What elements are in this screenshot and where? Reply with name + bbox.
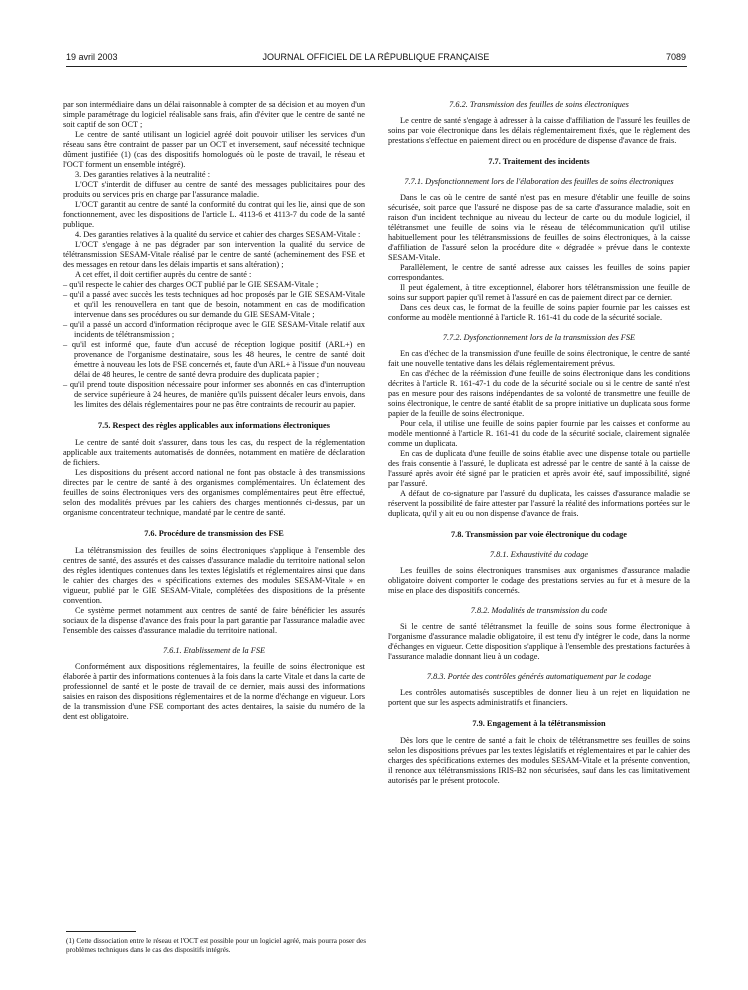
subsection-heading-7-6-1: 7.6.1. Etablissement de la FSE bbox=[162, 646, 266, 655]
paragraph: Dans le cas où le centre de santé n'est pas en mesure d'établir une feuille de soins sécurisée, soit parce que l'assuré ne dispose pas de sa carte d'assurance maladie, soit en raison d'un incident technique au niveau du lecteur de carte ou du module logiciel, il télétransmet une feuille de soins via le réseau de télécommunication qu'il utilise habituellement pour les télétransmissions de feuilles de soins électroniques, à la caisse d'affiliation de l'assuré selon la procédure dite « dégradée » prévue dans le contexte SESAM-Vitale. bbox=[388, 193, 690, 262]
footnote: (1) Cette dissociation entre le réseau et l'OCT est possible pour un logiciel agréé, mais pourra poser des problèmes techniques dans le cas des dispositifs intégrés. bbox=[66, 937, 366, 954]
section-heading-7-7: 7.7. Traitement des incidents bbox=[488, 157, 590, 166]
list-item: – qu'il prend toute disposition nécessaire pour informer ses abonnés en cas d'interruption de service supérieure à 24 heures, de manière qu'ils puissent décaler leurs envois, dans les limites des délais réglementaires pour ne pas être contraints de recourir au papier. bbox=[63, 380, 365, 409]
paragraph: A cet effet, il doit certifier auprès du centre de santé : bbox=[75, 270, 252, 279]
paragraph: L'OCT garantit au centre de santé la conformité du contrat qui les lie, ainsi que de son fonctionnement, avec les dispositions de l'article L. 4113-6 et 4113-7 du code de la santé publique. bbox=[63, 200, 365, 229]
paragraph: En cas d'échec de la réémission d'une feuille de soins électronique dans les conditions décrites à l'article R. 161-47-1 du code de la sécurité sociale ou si le centre de santé n'est pas en mesure pour des raisons indépendantes de sa volonté de transmettre une feuille de soins électronique, le centre de santé établit de sa propre initiative un duplicata sous forme papier de la feuille de soins électronique. bbox=[388, 369, 690, 418]
subsection-heading-7-8-1: 7.8.1. Exhaustivité du codage bbox=[489, 550, 589, 559]
paragraph: La télétransmission des feuilles de soins électroniques s'applique à l'ensemble des centres de santé, des assurés et des caisses d'assurance maladie du territoire national selon des règles identiques contenues dans les textes législatifs et réglementaires ainsi que dans le cahier des charges des « spécifications externes des modules SESAM-Vitale » en vigueur, publié par le GIE SESAM-Vitale, complétées des dispositions de la présente convention. bbox=[63, 546, 365, 605]
page-header bbox=[66, 52, 686, 66]
issue-date: 19 avril 2003 bbox=[66, 52, 118, 62]
paragraph: 3. Des garanties relatives à la neutralité : bbox=[75, 170, 210, 179]
paragraph: En cas d'échec de la transmission d'une feuille de soins électronique, le centre de santé fait une nouvelle tentative dans les délais réglementairement prévus. bbox=[388, 349, 690, 368]
paragraph: Il peut également, à titre exceptionnel, élaborer hors télétransmission une feuille de soins sur support papier qu'il remet à l'assuré en cas de paiement direct par ce dernier. bbox=[388, 283, 690, 302]
footnote-rule bbox=[66, 931, 136, 932]
paragraph: En cas de duplicata d'une feuille de soins établie avec une dispense totale ou partielle des frais consentie à l'assuré, le duplicata est adressé par le centre de santé à la caisse de l'assuré après avoir été signé par le praticien et après avoir été, sauf impossibilité, signé par l'assuré. bbox=[388, 449, 690, 488]
section-heading-7-5: 7.5. Respect des règles applicables aux informations électroniques bbox=[98, 421, 330, 430]
section-heading-7-8: 7.8. Transmission par voie électronique du codage bbox=[451, 530, 627, 539]
paragraph: Parallèlement, le centre de santé adresse aux caisses les feuilles de soins papier correspondantes. bbox=[388, 263, 690, 282]
paragraph: Conformément aux dispositions réglementaires, la feuille de soins électronique est élaborée à partir des informations contenues à la fois dans la carte Vitale et dans la carte de professionnel de santé et le poste de travail de ce dernier, mais aussi des informations saisies en raison des dispositions réglementaires et de la norme d'échange en vigueur. Lors de la transmission d'une FSE comportant des actes dentaires, la saisie du numéro de la dent est obligatoire. bbox=[63, 662, 365, 721]
left-column bbox=[63, 100, 365, 722]
certification-list bbox=[63, 280, 365, 410]
subsection-heading-7-8-2: 7.8.2. Modalités de transmission du code bbox=[470, 606, 608, 615]
list-item: – qu'il est informé que, faute d'un accusé de réception logique positif (ARL+) en provenance de l'organisme destinataire, sous les 48 heures, le centre de santé doit émettre à nouveau les lots de FSE concernés et, faute d'un ARL+ à l'issue d'un nouveau délai de 48 heures, le centre de santé devra produire des duplicata papier ; bbox=[63, 340, 365, 379]
paragraph: 4. Des garanties relatives à la qualité du service et cahier des charges SESAM-Vitale : bbox=[75, 230, 361, 239]
subsection-heading-7-8-3: 7.8.3. Portée des contrôles générés automatiquement par le codage bbox=[426, 672, 652, 681]
paragraph: Les feuilles de soins électroniques transmises aux organismes d'assurance maladie obligatoire doivent comporter le codage des prestations servies au fur et à mesure de la mise en place des dispositifs concernés. bbox=[388, 566, 690, 595]
paragraph: par son intermédiaire dans un délai raisonnable à compter de sa décision et au moyen d'un simple paramétrage du logiciel réalisable sans frais, afin d'éviter que le centre de santé ne soit captif de son OCT ; bbox=[63, 100, 365, 129]
header-rule bbox=[66, 66, 687, 67]
paragraph: Si le centre de santé télétransmet la feuille de soins sous forme électronique à l'organisme d'assurance maladie obligatoire, il est tenu d'y intégrer le code, dans la norme d'échanges en vigueur. Cette disposition s'applique à l'ensemble des prestations facturées à l'assurance maladie donnant lieu à un codage. bbox=[388, 622, 690, 661]
subsection-heading-7-6-2: 7.6.2. Transmission des feuilles de soins électroniques bbox=[449, 100, 629, 109]
paragraph: L'OCT s'engage à ne pas dégrader par son intervention la qualité du service de télétransmission SESAM-Vitale réalisé par le centre de santé (acheminement des FSE et des messages en retour dans les délais impartis et sans altération) ; bbox=[63, 240, 365, 269]
paragraph: Le centre de santé doit s'assurer, dans tous les cas, du respect de la réglementation applicable aux traitements automatisés de données, notamment en matière de déclaration de fichiers. bbox=[63, 438, 365, 467]
paragraph: A défaut de co-signature par l'assuré du duplicata, les caisses d'assurance maladie se réservent la possibilité de faire attester par l'assuré la réalité des informations portées sur le duplicata, qu'il y ait eu ou non dispense d'avance de frais. bbox=[388, 489, 690, 518]
paragraph: L'OCT s'interdit de diffuser au centre de santé des messages publicitaires pour des produits ou services pris en charge par l'assurance maladie. bbox=[63, 180, 365, 199]
paragraph: Le centre de santé utilisant un logiciel agréé doit pouvoir utiliser les services d'un réseau sans être contraint de passer par un OCT et inversement, sauf nécessité technique dûment justifiée (1) (cas des dispositifs homologués où le poste de travail, le réseau et l'OCT forment un ensemble intégré). bbox=[63, 130, 365, 169]
page-number: 7089 bbox=[665, 52, 686, 62]
paragraph: Dans ces deux cas, le format de la feuille de soins papier fournie par les caisses est conforme au modèle mentionné à l'article R. 161-41 du code de la sécurité sociale. bbox=[388, 303, 690, 322]
right-column bbox=[388, 100, 690, 786]
paragraph: Pour cela, il utilise une feuille de soins papier fournie par les caisses et conforme au modèle mentionné à l'article R. 161-41 du code de la sécurité sociale, clairement signalée comme un duplicata. bbox=[388, 419, 690, 448]
subsection-heading-7-7-1: 7.7.1. Dysfonctionnement lors de l'élaboration des feuilles de soins électroniques bbox=[404, 177, 674, 186]
paragraph: Ce système permet notamment aux centres de santé de faire bénéficier les assurés sociaux de la dispense d'avance des frais pour la part garantie par l'assurance maladie avec l'ensemble des caisses d'assurance maladie du territoire national. bbox=[63, 606, 365, 635]
list-item: – qu'il a passé avec succès les tests techniques ad hoc proposés par le GIE SESAM-Vitale et qu'il les renouvellera en tant que de besoin, notamment en cas de modification intervenue dans ses procédures ou sur demande du GIE SESAM-Vitale ; bbox=[63, 290, 365, 319]
paragraph: Le centre de santé s'engage à adresser à la caisse d'affiliation de l'assuré les feuilles de soins par voie électronique dans les délais réglementairement fixés, que le règlement des prestations s'effectue en paiement direct ou en procédure de dispense d'avance de frais. bbox=[388, 116, 690, 145]
paragraph: Dès lors que le centre de santé a fait le choix de télétransmettre ses feuilles de soins selon les dispositions prévues par les textes législatifs et réglementaires et par le cahier des charges des spécifications externes des modules SESAM-Vitale et la présente convention, il renonce aux télétransmissions IRIS-B2 non sécurisées, sauf dans les cas limitativement autorisés par le présent protocole. bbox=[388, 736, 690, 785]
subsection-heading-7-7-2: 7.7.2. Dysfonctionnement lors de la transmission des FSE bbox=[442, 333, 636, 342]
paragraph: Les dispositions du présent accord national ne font pas obstacle à des transmissions directes par le centre de santé à des organismes complémentaires. Un éclatement des feuilles de soins électroniques vers des organismes complémentaires peut être effectué, selon des modalités prévues par les cahiers des charges mentionnés ci-dessus, par un organisme concentrateur technique, mandaté par le centre de santé. bbox=[63, 468, 365, 517]
section-heading-7-6: 7.6. Procédure de transmission des FSE bbox=[144, 529, 284, 538]
section-heading-7-9: 7.9. Engagement à la télétransmission bbox=[472, 719, 606, 728]
list-item: – qu'il a passé un accord d'information réciproque avec le GIE SESAM-Vitale relatif aux incidents de télétransmission ; bbox=[63, 320, 365, 339]
journal-title: JOURNAL OFFICIEL DE LA RÉPUBLIQUE FRANÇAISE bbox=[262, 52, 490, 62]
list-item: – qu'il respecte le cahier des charges OCT publié par le GIE SESAM-Vitale ; bbox=[63, 280, 319, 289]
paragraph: Les contrôles automatisés susceptibles de donner lieu à un rejet en liquidation ne portent que sur les aspects administratifs et financiers. bbox=[388, 688, 690, 707]
